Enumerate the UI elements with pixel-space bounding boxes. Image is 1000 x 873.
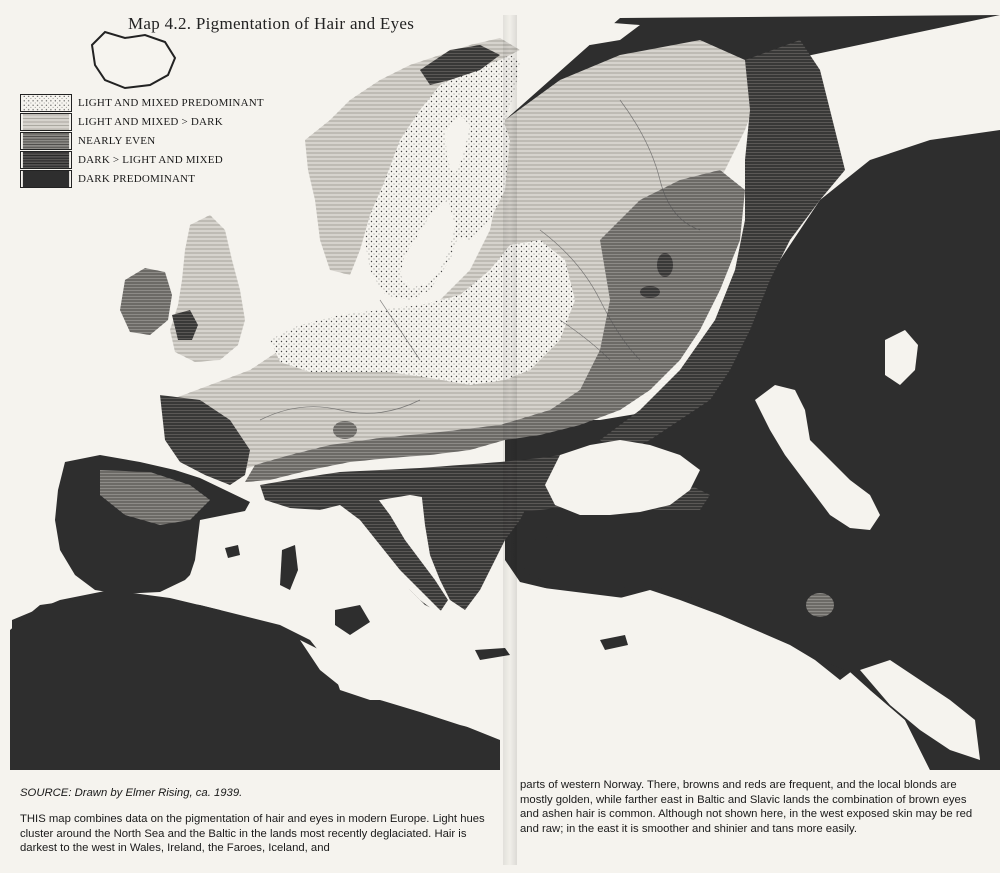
patch-alps <box>333 421 357 439</box>
legend-label: LIGHT AND MIXED > DARK <box>78 116 223 128</box>
legend-label: DARK PREDOMINANT <box>78 173 196 185</box>
caption-right: parts of western Norway. There, browns and reds are frequent, and the local blonds are mostly golden, while farther east in Baltic and Slavic lands the combination of brown eyes and ashen hair is common. Although not shown here, in the west exposed skin may be red and raw; in the east it is smoother and shinier and tans more easily. <box>520 779 973 835</box>
page-gutter <box>503 15 517 865</box>
patch-volga <box>657 253 673 277</box>
legend-swatch-light-lines <box>20 113 72 131</box>
legend-swatch-solid <box>20 170 72 188</box>
map-title: Map 4.2. Pigmentation of Hair and Eyes <box>128 14 415 33</box>
legend-label: DARK > LIGHT AND MIXED <box>78 154 223 166</box>
legend-swatch-dense-lines <box>20 151 72 169</box>
legend-swatch-dots <box>20 94 72 112</box>
source-caption: SOURCE: Drawn by Elmer Rising, ca. 1939. <box>20 787 243 799</box>
patch-arabia <box>806 593 834 617</box>
legend-label: NEARLY EVEN <box>78 135 156 147</box>
caption-left: THIS map combines data on the pigmentation of hair and eyes in modern Europe. Light hues cluster around the North Sea and the Baltic in the lands most recently deglaciated. Hair is darkest to the west in Wales, Ireland, the Faroes, Iceland, and <box>20 813 485 854</box>
patch-ukraine <box>640 286 660 298</box>
legend-swatch-medium-lines <box>20 132 72 150</box>
legend-label: LIGHT AND MIXED PREDOMINANT <box>78 97 264 109</box>
